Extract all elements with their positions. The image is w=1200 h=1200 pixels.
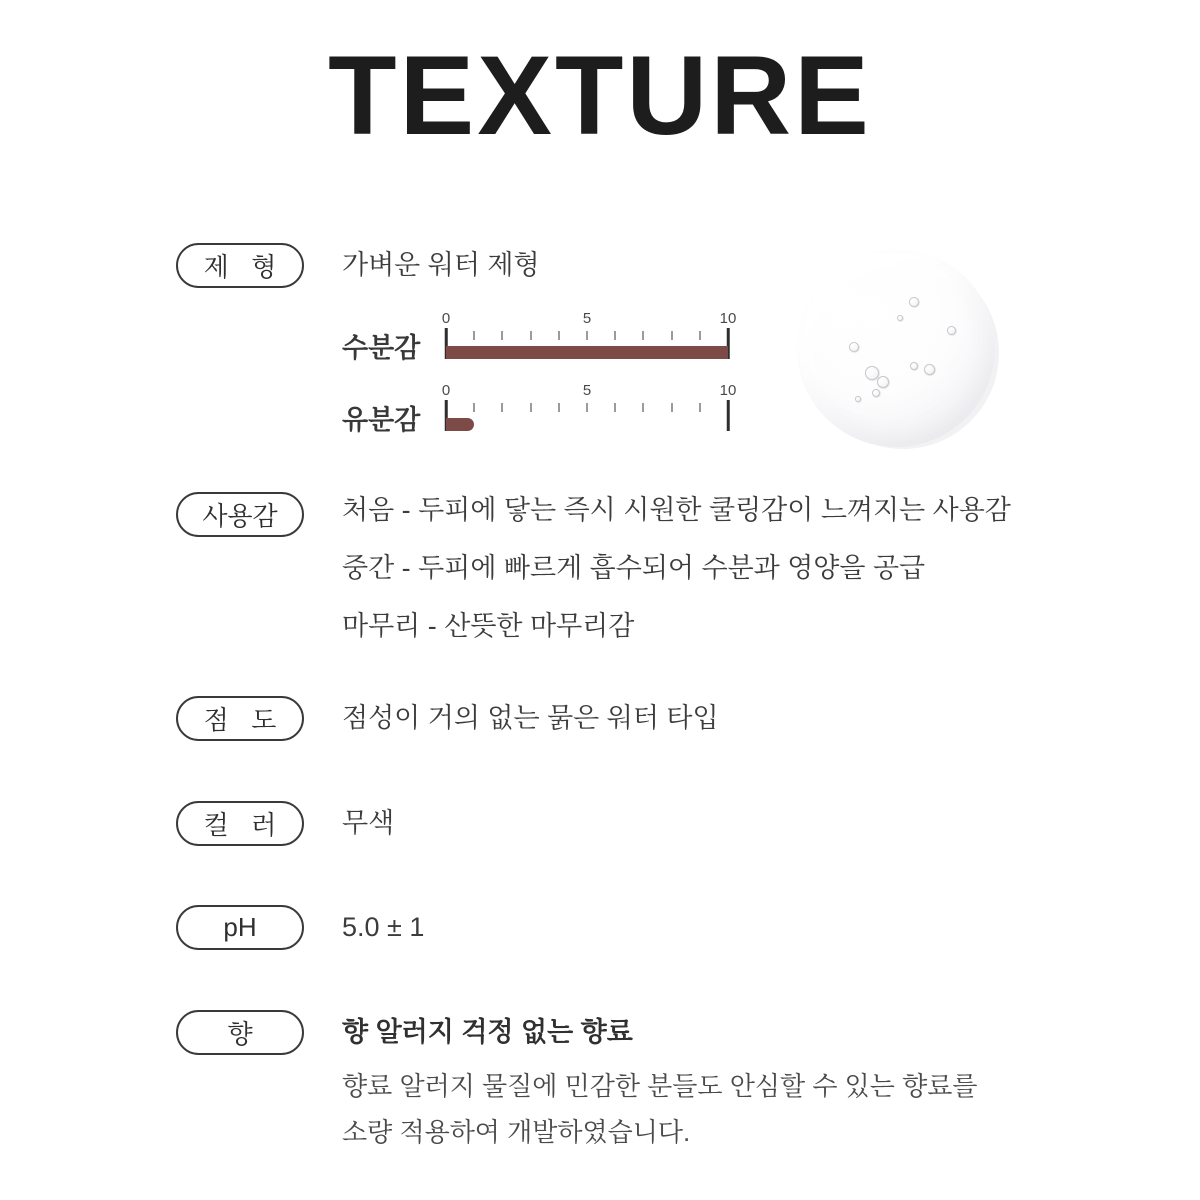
page-title: TEXTURE	[328, 33, 872, 158]
bubble-icon	[947, 326, 956, 335]
bubble-icon	[897, 315, 903, 321]
feel-text-block	[342, 481, 1011, 655]
color-text: 무색	[342, 808, 395, 838]
scent-headline: 향 알러지 걱정 없는 향료	[342, 1017, 633, 1047]
scale-value-bar	[446, 418, 474, 431]
minor-tick	[501, 331, 503, 340]
axis-tick-label: 10	[719, 382, 737, 399]
minor-tick	[558, 331, 560, 340]
viscosity-pill	[176, 696, 304, 741]
axis-tick-label: 5	[582, 310, 592, 327]
minor-tick	[699, 403, 701, 412]
axis-tick-label: 0	[441, 310, 451, 327]
bubble-icon	[849, 342, 859, 352]
major-tick	[727, 400, 730, 431]
minor-tick	[642, 331, 644, 340]
scent-pill-label: 향	[227, 1019, 253, 1049]
feel-pill	[176, 492, 304, 537]
oil-scale-label: 유분감	[342, 405, 421, 435]
water-droplet-image	[797, 249, 995, 447]
minor-tick	[642, 403, 644, 412]
bubble-icon	[877, 376, 889, 388]
viscosity-pill-label: 점 도	[203, 705, 277, 735]
minor-tick	[699, 331, 701, 340]
ph-pill-label: pH	[223, 912, 257, 942]
axis-tick-label: 0	[441, 382, 451, 399]
minor-tick	[586, 331, 588, 340]
minor-tick	[614, 331, 616, 340]
color-pill-label: 컬 러	[203, 810, 277, 840]
minor-tick	[586, 403, 588, 412]
bubble-icon	[872, 389, 880, 397]
oil-scale-ruler	[441, 382, 737, 431]
ph-pill	[176, 905, 304, 950]
feel-line-middle: 중간 - 두피에 빠르게 흡수되어 수분과 영양을 공급	[342, 553, 926, 583]
formulation-pill	[176, 243, 304, 288]
formulation-text: 가벼운 워터 제형	[342, 250, 540, 280]
bubble-icon	[855, 396, 861, 402]
minor-tick	[473, 331, 475, 340]
formulation-pill-label: 제 형	[203, 252, 277, 282]
axis-tick-label: 5	[582, 382, 592, 399]
droplet-circle	[797, 249, 995, 447]
scent-description-block	[342, 1063, 977, 1155]
minor-tick	[558, 403, 560, 412]
minor-tick	[473, 403, 475, 412]
minor-tick	[671, 403, 673, 412]
minor-tick	[614, 403, 616, 412]
minor-tick	[671, 331, 673, 340]
minor-tick	[530, 331, 532, 340]
moisture-scale-ruler	[441, 310, 737, 359]
scent-pill	[176, 1010, 304, 1055]
viscosity-text: 점성이 거의 없는 묽은 워터 타입	[342, 703, 719, 733]
minor-tick	[501, 403, 503, 412]
bubble-icon	[909, 297, 919, 307]
feel-line-start: 처음 - 두피에 닿는 즉시 시원한 쿨링감이 느껴지는 사용감	[342, 495, 1011, 525]
moisture-scale-label: 수분감	[342, 333, 421, 363]
feel-pill-label: 사용감	[202, 501, 278, 531]
minor-tick	[530, 403, 532, 412]
axis-tick-label: 10	[719, 310, 737, 327]
scale-value-bar	[446, 346, 728, 359]
bubble-icon	[924, 364, 935, 375]
ph-text: 5.0 ± 1	[342, 912, 425, 942]
feel-line-finish: 마무리 - 산뜻한 마무리감	[342, 611, 635, 641]
scent-description-line: 향료 알러지 물질에 민감한 분들도 안심할 수 있는 향료를	[342, 1071, 978, 1101]
bubble-icon	[910, 362, 918, 370]
color-pill	[176, 801, 304, 846]
scent-description-line: 소량 적용하여 개발하였습니다.	[342, 1117, 691, 1147]
